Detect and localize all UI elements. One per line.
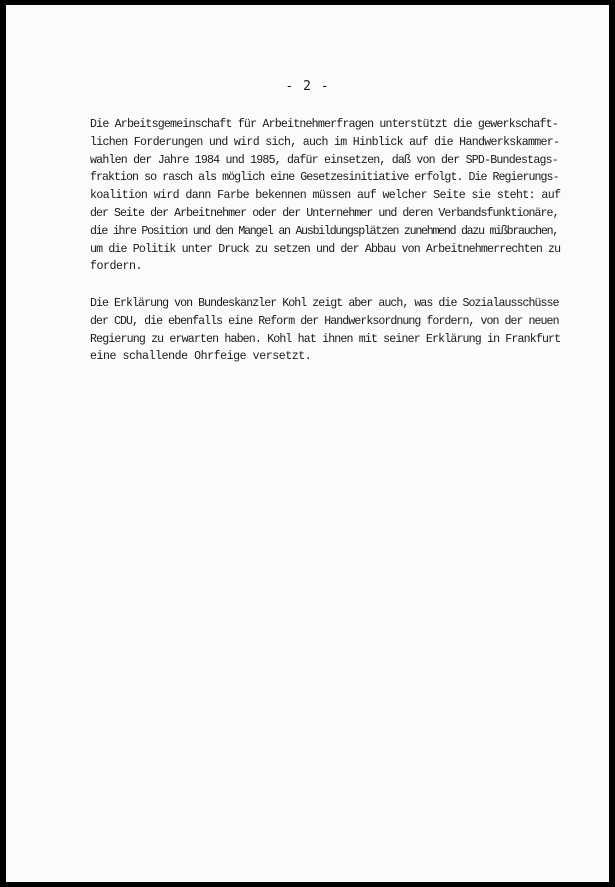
text-line: der Seite der Arbeitnehmer oder der Unternehmer und deren Verbandsfunktionäre, — [90, 206, 559, 220]
text-line: um die Politik unter Druck zu setzen und der Abbau von Arbeitnehmerrechten zu — [90, 242, 561, 256]
text-line: fraktion so rasch als möglich eine Gesetzesinitiative erfolgt. Die Regierungs- — [90, 171, 559, 185]
text-line: eine schallende Ohrfeige versetzt. — [90, 350, 312, 364]
text-line: die ihre Position und den Mangel an Ausbildungsplätzen zunehmend dazu mißbrauchen, — [90, 224, 559, 238]
text-line: koalition wird dann Farbe bekennen müssen auf welcher Seite sie steht: auf — [90, 189, 561, 203]
text-line: wahlen der Jahre 1984 und 1985, dafür einsetzen, daß von der SPD-Bundestags- — [90, 153, 558, 167]
text-line: Die Arbeitsgemeinschaft für Arbeitnehmerfragen unterstützt die gewerkschaft- — [90, 118, 558, 131]
text-line: fordern. — [90, 260, 143, 274]
text-line: Die Erklärung von Bundeskanzler Kohl zeigt aber auch, was die Sozialausschüsse — [90, 297, 559, 310]
paragraph-1 — [90, 116, 560, 276]
text-line: lichen Forderungen und wird sich, auch im Hinblick auf die Handwerkskammer- — [90, 135, 560, 149]
document-page — [6, 5, 609, 882]
paragraph-2 — [90, 295, 560, 366]
text-line: Regierung zu erwarten haben. Kohl hat ihnen mit seiner Erklärung in Frankfurt — [90, 332, 561, 346]
text-line: der CDU, die ebenfalls eine Reform der Handwerksordnung fordern, von der neuen — [90, 314, 559, 328]
page-number: - 2 - — [285, 79, 330, 94]
